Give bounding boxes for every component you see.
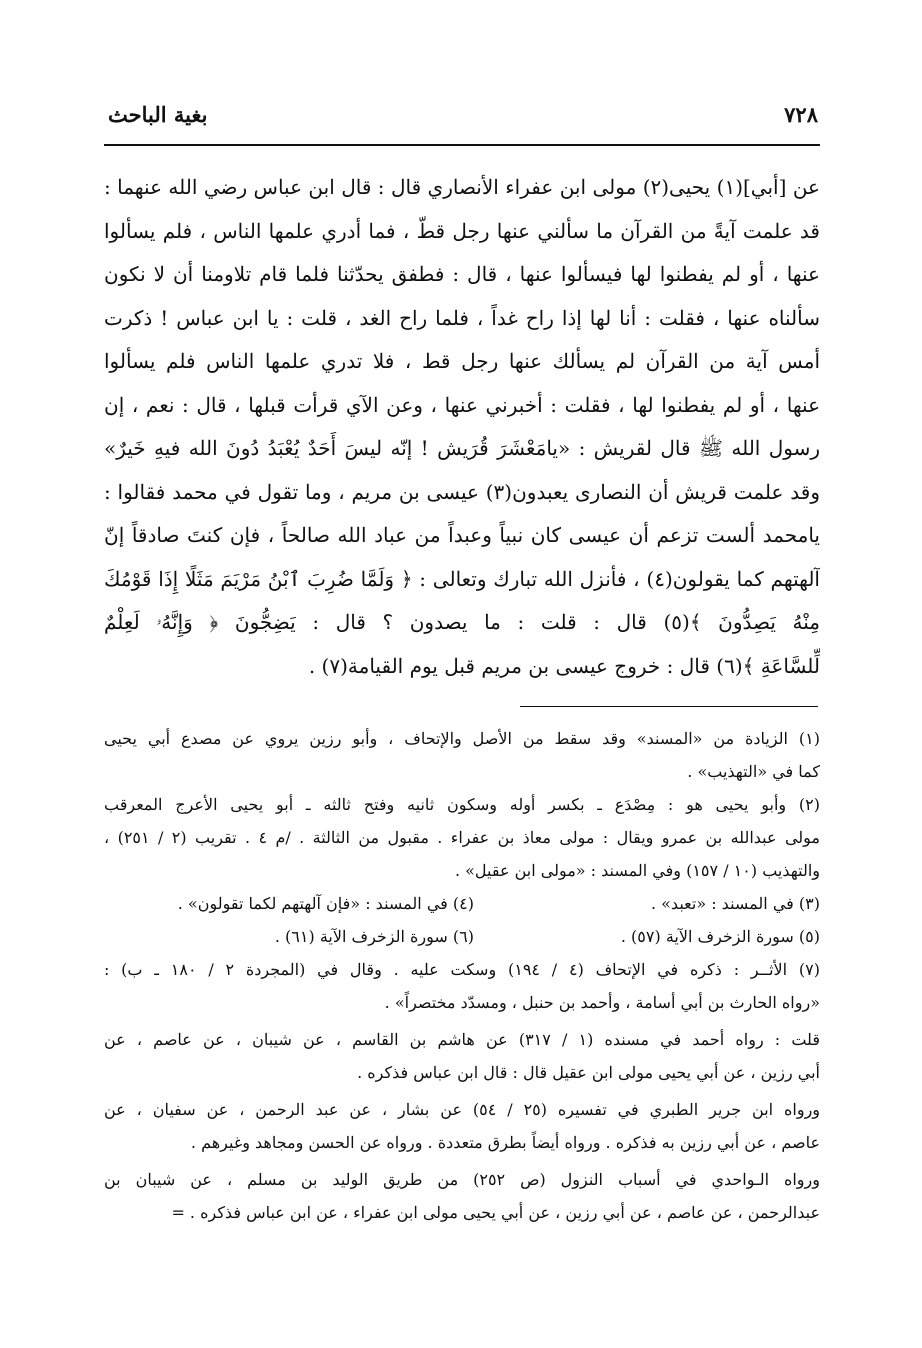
- text-line: عنها ، أو لم يفطنوا لها فيسألوا عنها ، قال : فطفق يحدّثنا فلما قام تلاومنا أن لا نكون: [104, 262, 820, 286]
- running-head: [108, 96, 818, 132]
- text-line: مِنْهُ يَصِدُّونَ ﴾(٥) قال : قلت : ما يصدون ؟ قال : يَضِجُّونَ ﴿ وَإِنَّهُۥ لَعِلْمٌ: [104, 610, 820, 634]
- text-line: قد علمت آيةً من القرآن ما سألني عنها رجل قطّ ، فما أدري علمها الناس ، فلم يسألوا: [104, 218, 820, 243]
- main-text: [104, 166, 820, 688]
- text-line: أمس آية من القرآن لم يسألك عنها رجل قط ، فلا تدري علمها الناس فلم يسألوا: [104, 349, 820, 373]
- footnote-rule: [520, 706, 818, 707]
- footnote-line: أبي رزين ، عن أبي يحيى مولى ابن عقيل قال : قال ابن عباس فذكره .: [357, 1063, 820, 1082]
- footnote-line: ورواه الـواحدي في أسباب النزول (ص ٢٥٢) من طريق الوليد بن مسلم ، عن شيبان بن: [104, 1170, 820, 1189]
- footnote-line: والتهذيب (١٠ / ١٥٧) وفي المسند : «مولى ابن عقيل» .: [454, 861, 820, 880]
- page-number: ٧٢٨: [784, 101, 818, 127]
- text-line: آلهتهم كما يقولون(٤) ، فأنزل الله تبارك وتعالى : ﴿ وَلَمَّا ضُرِبَ ٱبْنُ مَرْيَمَ مَثَلًا إِذَا قَوْمُكَ: [104, 566, 820, 591]
- footnote-6: (٦) سورة الزخرف الآية (٦١) .: [274, 927, 474, 946]
- text-line: سألناه عنها ، فقلت : أنا لها إذا راح غداً ، فلما راح الغد ، قلت : يا ابن عباس ! ذكرت: [104, 305, 820, 330]
- footnote-4: (٤) في المسند : «فإن آلهتهم لكما تقولون» .: [177, 894, 474, 913]
- header-rule: [104, 144, 820, 146]
- footnote-line: قلت : رواه أحمد في مسنده (١ / ٣١٧) عن هاشم بن القاسم ، عن شيبان ، عن عاصم ، عن: [104, 1030, 820, 1049]
- text-line: عنها ، أو لم يفطنوا لها ، فقلت : أخبرني عنها ، وعن الآي قرأت قبلها ، قال : نعم ، إن: [104, 392, 820, 417]
- book-title: بغية الباحث: [108, 101, 208, 127]
- text-line: وقد علمت قريش أن النصارى يعبدون(٣) عيسى بن مريم ، وما تقول في محمد فقالوا :: [104, 479, 820, 504]
- footnote-line: «رواه الحارث بن أبي أسامة ، وأحمد بن حنبل ، ومسدّد مختصراً» .: [384, 993, 820, 1012]
- text-line: يامحمد ألست تزعم أن عيسى كان نبياً وعبداً من عباد الله صالحاً ، فإن كنتَ صادقاً إنّ: [104, 523, 820, 547]
- footnote-line: (٢) وأبو يحيى هو : مِصْدَع ـ بكسر أوله وسكون ثانيه وفتح ثالثه ـ أبو يحيى الأعرج المعرقب: [104, 795, 820, 814]
- footnote-line: عاصم ، عن أبي رزين به فذكره . ورواه أيضاً بطرق متعددة . ورواه عن الحسن ومجاهد وغيرهم .: [190, 1133, 820, 1152]
- footnote-pair: [104, 887, 820, 920]
- footnote-line: مولى عبدالله بن عمرو ويقال : مولى معاذ بن عفراء . مقبول من الثالثة . /م ٤ . تقريب (٢ / ٢٥١) ،: [104, 828, 820, 847]
- footnote-line: ورواه ابن جرير الطبري في تفسيره (٢٥ / ٥٤) عن بشار ، عن عبد الرحمن ، عن سفيان ، عن: [104, 1100, 820, 1119]
- footnotes: [104, 722, 820, 1229]
- footnote-line: (٧) الأثــر : ذكره في الإتحاف (٤ / ١٩٤) وسكت عليه . وقال في (المجردة ٢ / ١٨٠ ـ ب) :: [104, 960, 820, 979]
- text-line: رسول الله ﷺ قال لقريش : «يامَعْشَرَ قُرَيش ! إنّه ليسَ أَحَدٌ يُعْبَدُ دُونَ الله فيهِ خَيرٌ»: [104, 436, 820, 460]
- footnote-pair: [104, 920, 820, 953]
- text-line: عن [أبي](١) يحيى(٢) مولى ابن عفراء الأنصاري قال : قال ابن عباس رضي الله عنهما :: [104, 175, 820, 199]
- text-line: لِّلسَّاعَةِ ﴾(٦) قال : خروج عيسى بن مريم قبل يوم القيامة(٧) .: [308, 653, 820, 678]
- footnote-3: (٣) في المسند : «تعبد» .: [650, 894, 820, 913]
- footnote-5: (٥) سورة الزخرف الآية (٥٧) .: [620, 927, 820, 946]
- footnote-line: (١) الزيادة من «المسند» وقد سقط من الأصل والإتحاف ، وأبو رزين يروي عن مصدع أبي يحيى: [104, 729, 820, 748]
- footnote-line: كما في «التهذيب» .: [687, 762, 820, 781]
- footnote-line: عبدالرحمن ، عن عاصم ، عن أبي رزين ، عن أبي يحيى مولى ابن عفراء ، عن ابن عباس فذكره . =: [171, 1203, 820, 1222]
